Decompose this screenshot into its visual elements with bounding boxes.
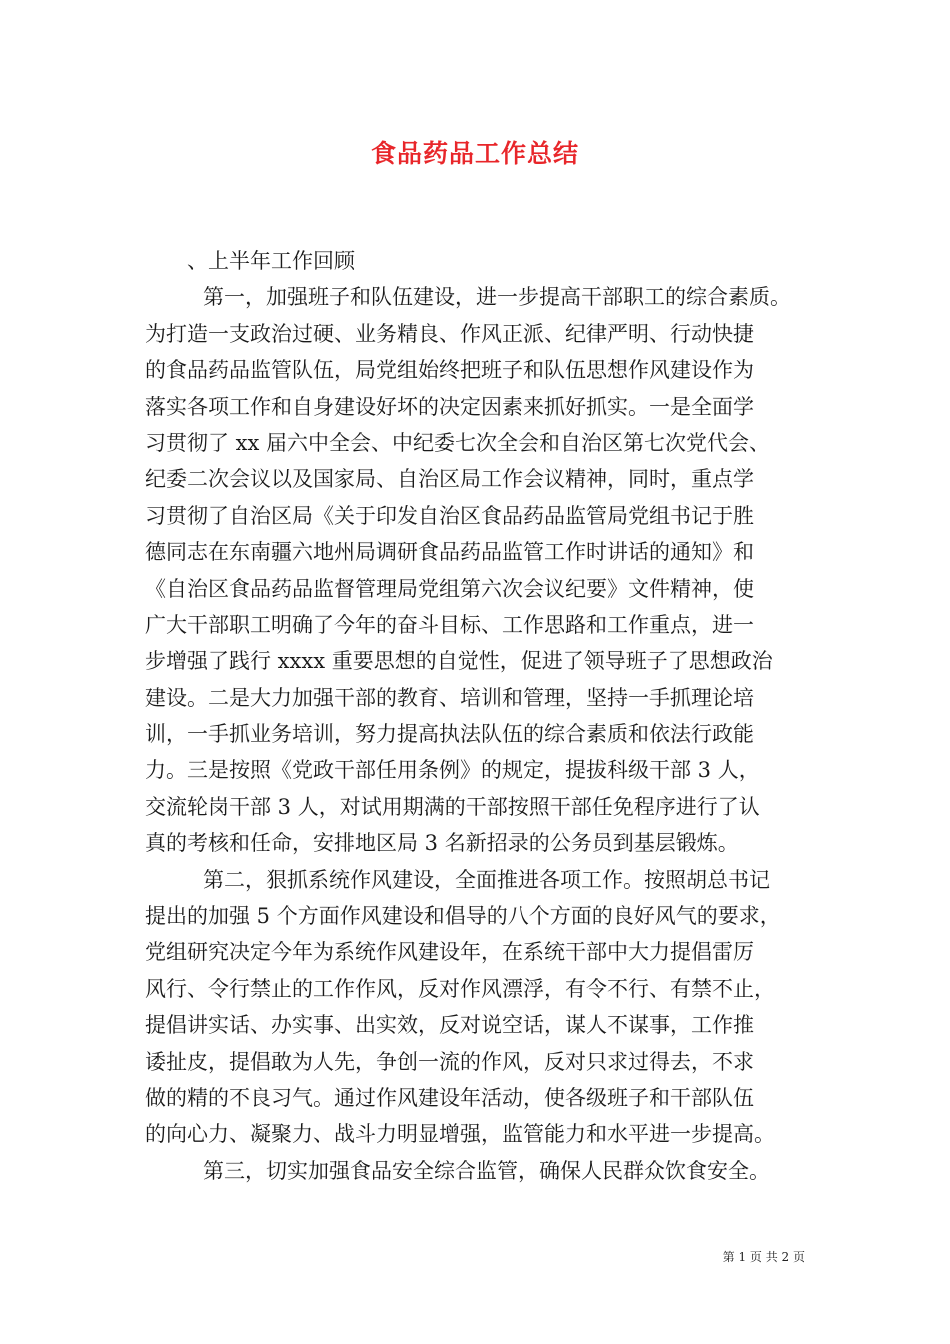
section-heading: 、上半年工作回顾 [187, 249, 355, 273]
paragraph-line: 步增强了践行 xxxx 重要思想的自觉性，促进了领导班子了思想政治 [145, 649, 773, 674]
paragraph-line: 风行、令行禁止的工作作风，反对作风漂浮，有令不行、有禁不止， [145, 976, 775, 1001]
document-body [145, 243, 807, 1189]
paragraph-line: 为打造一支政治过硬、业务精良、作风正派、纪律严明、行动快捷 [145, 321, 754, 346]
paragraph-line: 的向心力、凝聚力、战斗力明显增强，监管能力和水平进一步提高。 [145, 1122, 775, 1147]
paragraph-line: 广大干部职工明确了今年的奋斗目标、工作思路和工作重点，进一 [145, 612, 754, 637]
paragraph-line: 做的精的不良习气。通过作风建设年活动，使各级班子和干部队伍 [145, 1085, 754, 1110]
paragraph-line: 第二，狠抓系统作风建设，全面推进各项工作。按照胡总书记 [203, 867, 770, 892]
paragraph-line: 德同志在东南疆六地州局调研食品药品监管工作时讲话的通知》和 [145, 540, 754, 565]
paragraph-line: 纪委二次会议以及国家局、自治区局工作会议精神，同时，重点学 [145, 467, 754, 492]
paragraph-line: 提出的加强 5 个方面作风建设和倡导的八个方面的良好风气的要求， [145, 904, 781, 929]
paragraph-line: 《自治区食品药品监督管理局党组第六次会议纪要》文件精神，使 [145, 576, 754, 601]
paragraph-line: 第三，切实加强食品安全综合监管，确保人民群众饮食安全。 [203, 1158, 770, 1183]
paragraph-line: 党组研究决定今年为系统作风建设年，在系统干部中大力提倡雷厉 [145, 940, 754, 965]
paragraph-line: 力。三是按照《党政干部任用条例》的规定，提拔科级干部 3 人， [145, 758, 760, 783]
paragraph-line: 建设。二是大力加强干部的教育、培训和管理，坚持一手抓理论培 [145, 685, 754, 710]
paragraph-line: 真的考核和任命，安排地区局 3 名新招录的公务员到基层锻炼。 [145, 831, 739, 856]
paragraph-line: 训，一手抓业务培训，努力提高执法队伍的综合素质和依法行政能 [145, 722, 754, 747]
paragraph-line: 交流轮岗干部 3 人，对试用期满的干部按照干部任免程序进行了认 [145, 794, 760, 819]
document-title: 食品药品工作总结 [370, 139, 579, 168]
paragraph-line: 习贯彻了自治区局《关于印发自治区食品药品监管局党组书记于胜 [145, 503, 754, 528]
paragraph-line: 落实各项工作和自身建设好坏的决定因素来抓好抓实。一是全面学 [145, 394, 754, 419]
paragraph-line: 提倡讲实话、办实事、出实效，反对说空话，谋人不谋事，工作推 [145, 1013, 754, 1038]
paragraph-line: 第一，加强班子和队伍建设，进一步提高干部职工的综合素质。 [203, 285, 791, 310]
paragraph-line: 的食品药品监管队伍，局党组始终把班子和队伍思想作风建设作为 [145, 358, 754, 383]
paragraph-line: 诿扯皮，提倡敢为人先，争创一流的作风，反对只求过得去，不求 [145, 1049, 754, 1074]
paragraph-line: 习贯彻了 xx 届六中全会、中纪委七次全会和自治区第七次党代会、 [145, 430, 771, 455]
page-number: 第 1 页 共 2 页 [722, 1250, 805, 1264]
